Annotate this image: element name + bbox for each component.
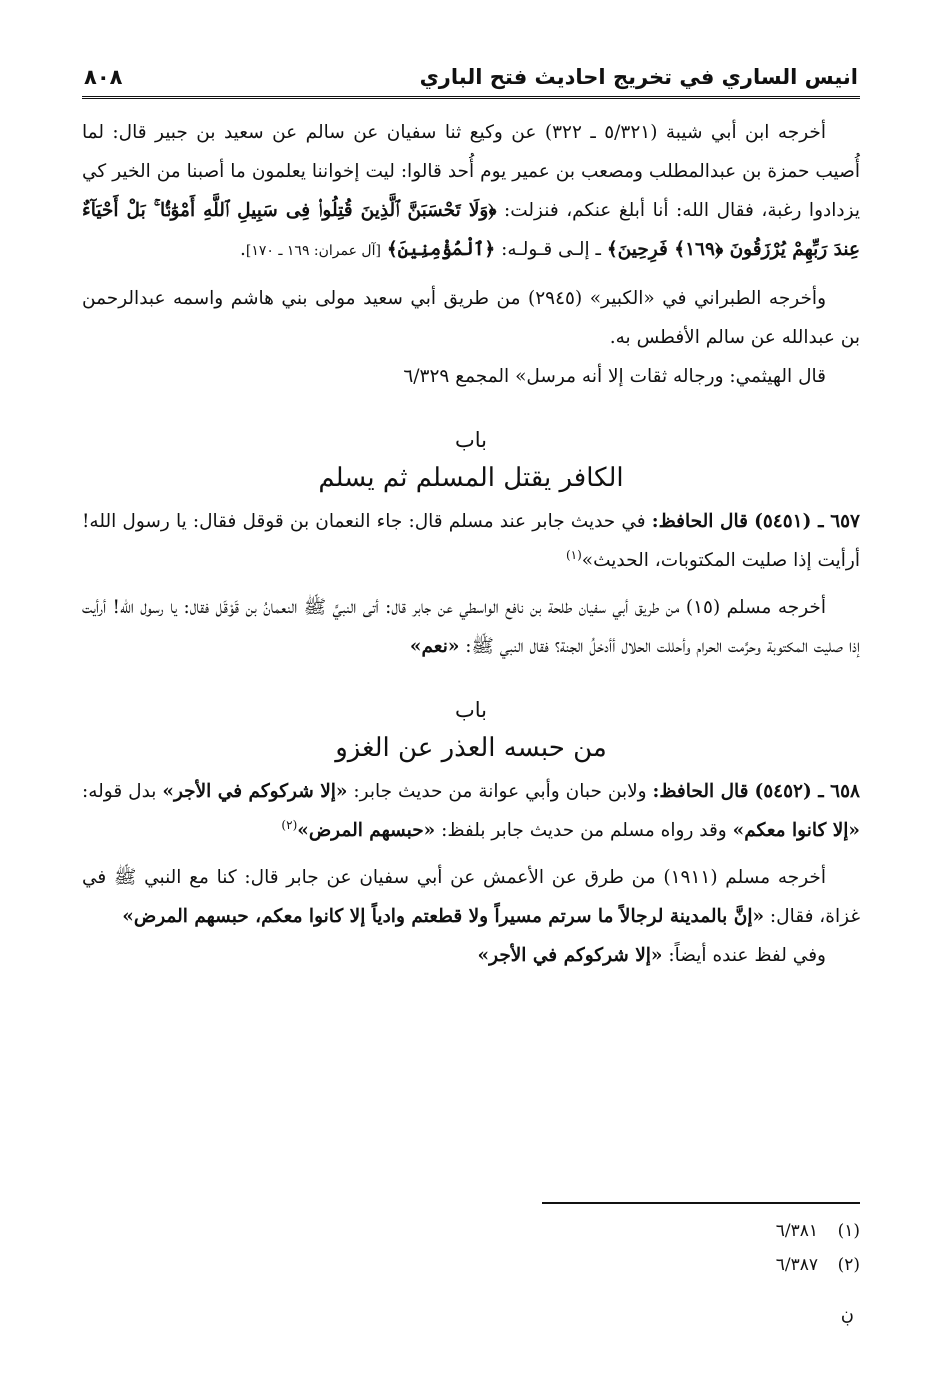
quran-verse-end: ﴿ٱلْمُؤْمِنِينَ﴾	[386, 239, 496, 260]
hadith-quote: «حبسهم المرض»	[297, 820, 436, 841]
book-title: انيس الساري في تخريج احاديث فتح الباري	[419, 65, 858, 89]
page-body	[82, 113, 860, 975]
takhrij-ibn-abi-shaybah: أخرجه ابن أبي شيبة (٥/٣٢١ ـ ٣٢٢) عن وكيع ثنا سفيان عن سالم عن سعيد بن جبير قال: لما أُصيب حمزة بن عبدالمطلب ومصعب بن عمير يوم أُحد قالوا: ليت إخواننا يعلمون ما أصبنا من الخير كي يزدادوا رغبة، فقال الله: أنا أبلغ عنكم، فنزلت: ﴿وَلَا تَحْسَبَنَّ ٱلَّذِينَ قُتِلُوا۟ فِى سَبِيلِ ٱللَّهِ أَمْوَٰتًۢا ۚ بَلْ أَحْيَآءٌ عِندَ رَبِّهِمْ يُرْزَقُونَ ﴿١٦٩﴾ فَرِحِينَ﴾ ـ إلـى قـولـه: ﴿ٱلْمُؤْمِنِينَ﴾ [آل عمران: ١٦٩ ـ ١٧٠].	[82, 122, 860, 260]
hadith-658: ٦٥٨ ـ (٥٤٥٢) قال الحافظ: ولابن حبان وأبي عوانة من حديث جابر: «إلا شركوكم في الأجر» بدل قوله: «إلا كانوا معكم» وقد رواه مسلم من حديث جابر بلفظ: «حبسهم المرض»$^{(٢)}$	[82, 781, 860, 841]
chapter-title: من حبسه العذر عن الغزو	[335, 733, 607, 763]
chapter-label: باب	[454, 428, 487, 452]
hadith-label: قال الحافظ:	[652, 781, 749, 802]
hadith-quote: «إلا شركوكم في الأجر»	[162, 781, 348, 802]
chapter-label: باب	[454, 698, 487, 722]
running-header	[82, 62, 860, 99]
hadith-quote: «إلا كانوا معكم»	[732, 820, 860, 841]
takhrij-tabarani: وأخرجه الطبراني في «الكبير» (٢٩٤٥) من طريق أبي سعيد مولى بني هاشم واسمه عبدالرحمن بن عبدالله عن سالم الأفطس به.	[82, 288, 860, 348]
chapter-title: الكافر يقتل المسلم ثم يسلم	[318, 463, 624, 493]
alternate-wording: وفي لفظ عنده أيضاً: «إلا شركوكم في الأجر»	[477, 945, 826, 966]
hadith-number: ٦٥٧ ـ (٥٤٥١)	[754, 511, 860, 532]
footnotes	[776, 1214, 860, 1282]
hadith-quote: «إنَّ بالمدينة لرجالاً ما سرتم مسيراً ولا قطعتم وادياً إلا كانوا معكم، حبسهم المرض»	[122, 906, 765, 927]
hadith-quote: «نعم»	[409, 636, 460, 657]
takhrij-muslim-15: أخرجه مسلم (١٥) من طريق أبي سفيان طلحة بن نافع الواسطي عن جابر قال: أتى النبيَّ ﷺ النعمانُ بن قَوْقَل فقال: يا رسول الله! أرأيت إذا صليت المكتوبة وحرَّمت الحرام وأحللت الحلال أأدخلُ الجنة؟ فقال النبي ﷺ: «نعم»	[82, 597, 860, 657]
hadith-quote: «إلا شركوكم في الأجر»	[477, 945, 663, 966]
page-number: ٨٠٨	[84, 65, 123, 89]
hadith-label: قال الحافظ:	[651, 511, 748, 532]
hadith-number: ٦٥٨ ـ (٥٤٥٢)	[754, 781, 860, 802]
footnote-divider	[542, 1202, 860, 1204]
footnote: (١)٦/٣٨١	[775, 1221, 860, 1241]
hadith-657: ٦٥٧ ـ (٥٤٥١) قال الحافظ: في حديث جابر عند مسلم قال: جاء النعمان بن قوقل فقال: يا رسول الله! أرأيت إذا صليت المكتوبات، الحديث»$^{(١)}$	[82, 511, 860, 571]
quran-reference: [آل عمران: ١٦٩ ـ ١٧٠]	[245, 243, 381, 259]
haythami-remark: قال الهيثمي: ورجاله ثقات إلا أنه مرسل» المجمع ٦/٣٢٩	[403, 366, 826, 387]
footnote-ref: (١)	[565, 547, 582, 562]
signature-mark: ڹ	[840, 1304, 854, 1325]
book-page	[82, 62, 860, 1362]
quran-verse: ﴿وَلَا تَحْسَبَنَّ ٱلَّذِينَ قُتِلُوا۟ فِى سَبِيلِ ٱللَّهِ أَمْوَٰتًۢا ۚ بَلْ أَحْيَآءٌ عِندَ رَبِّهِمْ يُرْزَقُونَ ﴿١٦٩﴾ فَرِحِينَ﴾	[82, 200, 860, 260]
takhrij-muslim-1911: أخرجه مسلم (١٩١١) من طرق عن الأعمش عن أبي سفيان عن جابر قال: كنا مع النبي ﷺ في غزاة، فقال: «إنَّ بالمدينة لرجالاً ما سرتم مسيراً ولا قطعتم وادياً إلا كانوا معكم، حبسهم المرض»	[82, 867, 860, 927]
footnote-ref: (٢)	[281, 817, 298, 832]
footnote: (٢)٦/٣٨٧	[775, 1255, 860, 1275]
